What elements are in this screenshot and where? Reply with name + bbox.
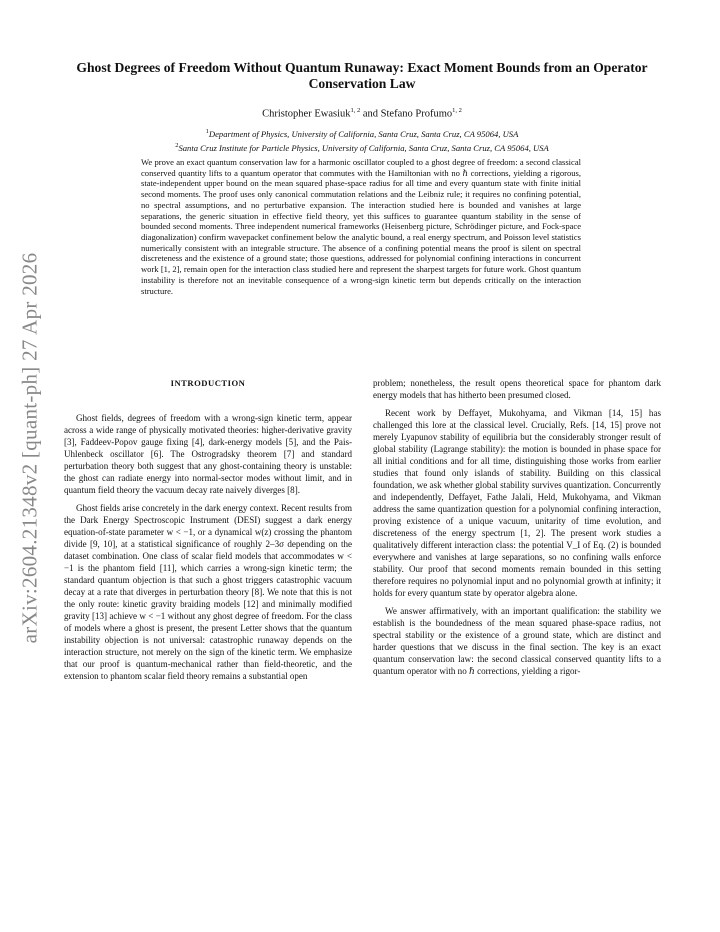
affiliation-2	[60, 140, 664, 154]
arxiv-stamp	[8, 238, 52, 658]
paragraph: Ghost fields, degrees of freedom with a wrong-sign kinetic term, appear across a wide range of physically motivated theories: higher-derivative gravity [3], Faddeev-Popov gauge fixing [4], dark-energy models [5], and the Pais-Uhlenbeck oscillator [6]. The Ostrogradsky theorem [7] and standard perturbation theory both suggest that any ghost-containing theory is unstable: the ghost can radiate energy into normal-sector modes without limit, and in quantum field theory the vacuum decay rate naively diverges [8].	[64, 412, 352, 495]
arxiv-stamp-text: arXiv:2604.21348v2 [quant-ph] 27 Apr 2026	[17, 252, 42, 644]
affiliations	[60, 126, 664, 155]
author-2: Stefano Profumo	[380, 108, 453, 120]
author-1-affil-mark: 1, 2	[350, 107, 361, 114]
abstract: We prove an exact quantum conservation law for a harmonic oscillator coupled to a ghost degree of freedom: a second classical conserved quantity lifts to a quantum operator that commutes with the Hamiltonian with no ℏ corrections, yielding a rigorous, state-independent upper bound on the mean squared phase-space radius for all time and every quantum state with finite initial second moments. The proof uses only canonical commutation relations and the Leibniz rule; it requires no confining potential, no spectral assumptions, and no perturbative expansion. The interaction studied here is bounded and vanishes at large separations, the generic situation in effective field theory, yet this suffices to guarantee quantum stability in the sense of bounded second moments. Three independent numerical frameworks (Heisenberg picture, Schrödinger picture, and Fock-space diagonalization) confirm wavepacket confinement below the analytic bound, a real energy spectrum, and Poisson level statistics numerically consistent with an integrable structure. The absence of a confining potential means the proof is silent on spectral discreteness and the existence of a ground state; those questions, addressed for polynomial confining interactions in concurrent work [1, 2], remain open for the interaction class studied here and represent the sharpest targets for future work. Ghost quantum instability is therefore not an inevitable consequence of a wrong-sign kinetic term but depends critically on the interaction structure.	[141, 157, 581, 296]
paragraph: problem; nonetheless, the result opens theoretical space for phantom dark energy models that has hitherto been presumed closed.	[373, 378, 661, 400]
author-1: Christopher Ewasiuk	[262, 108, 351, 120]
affiliation-text: Santa Cruz Institute for Particle Physics, University of California, Santa Cruz, Santa Cruz, CA 95064, USA	[178, 143, 549, 154]
right-column	[373, 378, 661, 684]
paragraph: Recent work by Deffayet, Mukohyama, and Vikman [14, 15] has challenged this lore at the classical level. Crucially, Refs. [14, 15] prove not merely Lyapunov stability of equilibria but the considerably stronger result of global stability (Lagrange stability): the motion is bounded in phase space for all initial conditions and for all time, distinguishing those works from earlier studies that found only islands of stability. Building on this classical foundation, we ask whether global stability survives quantization. Concurrently and independently, Deffayet, Fathe Jalali, Held, Mukohyama, and Vikman address the same quantization question for a polynomial confining interaction, proving existence of a unique vacuum, unitarity of time evolution, and discreteness of the energy spectrum [1, 2]. The present work studies a qualitatively different interaction class: the potential V_I of Eq. (2) is bounded everywhere and vanishes at large separations, so no confining walls enforce stability. Our proof that second moments remain bounded in this setting therefore requires no polynomial input and no polynomial growth at infinity; it holds for every quantum state by operator algebra alone.	[373, 407, 661, 598]
affiliation-text: Department of Physics, University of California, Santa Cruz, Santa Cruz, CA 95064, USA	[208, 128, 519, 139]
paper-title: Ghost Degrees of Freedom Without Quantum Runaway: Exact Moment Bounds from an Operator Conservation Law	[76, 60, 648, 91]
author-list	[60, 107, 664, 120]
left-column	[64, 378, 352, 689]
section-heading: INTRODUCTION	[170, 378, 246, 388]
paragraph: Ghost fields arise concretely in the dark energy context. Recent results from the Dark Energy Spectroscopic Instrument (DESI) suggest a dark energy equation-of-state parameter w < −1, or a dynamical w(z) crossing the phantom divide [9, 10], at a statistical significance of roughly 2–3σ depending on the dataset combination. One class of scalar field models that accommodates w < −1 is the phantom field [11], which carries a wrong-sign kinetic term; the standard quantum objection is that such a ghost triggers catastrophic vacuum decay at a rate that diverges in perturbation theory [8]. We note that this is not the only route: kinetic gravity braiding models [12] and minimally modified gravity [13] achieve w < −1 without any ghost degree of freedom. For the class of models where a ghost is present, the present Letter shows that the quantum instability objection is not universal: catastrophic runaway depends on the interaction structure, not merely on the sign of the kinetic term. We emphasize that our proof is quantum-mechanical rather than field-theoretic, and the extension to phantom scalar field theory remains a substantial open	[64, 502, 352, 681]
affiliation-mark: 2	[175, 142, 179, 150]
affiliation-mark: 1	[205, 128, 209, 135]
author-conjunction: and	[360, 108, 381, 120]
paragraph: We answer affirmatively, with an important qualification: the stability we establish is the boundedness of the mean squared phase-space radius, not spectral stability or the existence of a ground state, which are distinct and harder questions that we discuss in the final section. The key is an exact quantum conservation law: the second classical conserved quantity lifts to a quantum operator with no ℏ corrections, yielding a rigor-	[373, 605, 661, 676]
affiliation-1	[60, 126, 664, 140]
author-2-affil-mark: 1, 2	[452, 107, 462, 114]
